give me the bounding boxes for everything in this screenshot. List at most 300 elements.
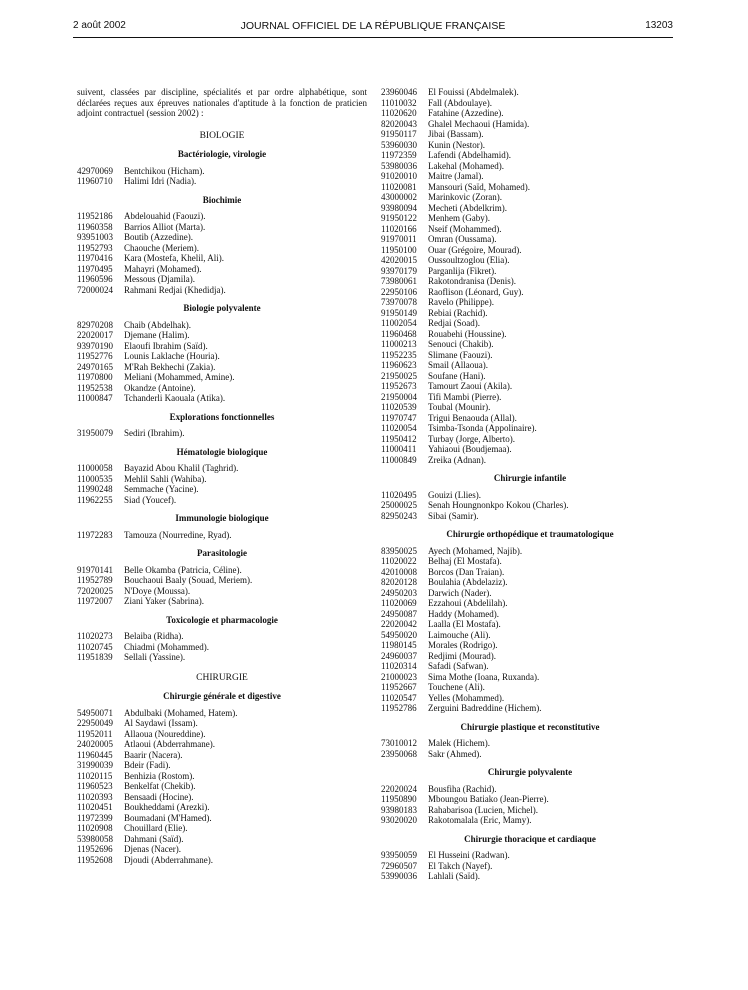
candidate-number: 11020081 — [381, 181, 417, 192]
list-item — [381, 287, 679, 298]
candidate-number: 11020314 — [381, 661, 417, 671]
candidate-number: 11952673 — [381, 381, 417, 391]
list-item — [77, 631, 367, 642]
candidate-number: 11952667 — [381, 682, 417, 692]
candidate-name: Soufane (Hani). — [428, 370, 486, 381]
list-item — [381, 805, 679, 816]
list-item — [381, 87, 679, 98]
list-item — [381, 381, 679, 392]
candidate-number: 11990248 — [77, 484, 113, 494]
candidate-name: Belle Okamba (Patricia, Céline). — [124, 564, 242, 575]
list-item — [77, 495, 367, 506]
candidate-name: Menhem (Gaby). — [428, 213, 490, 223]
specialty-heading: Biologie polyvalente — [183, 303, 261, 313]
list-item — [381, 171, 679, 182]
candidate-number: 11960596 — [77, 274, 113, 284]
intro-paragraph: suivent, classées par discipline, spécialités et par ordre alphabétique, sont déclarées reçues aux épreuves nationales d'aptitude à la fonction de praticien adjoint contractuel (session 2002) : — [77, 87, 367, 118]
list-item — [381, 297, 679, 308]
candidate-name: Mecheti (Abdelkrim). — [428, 202, 507, 213]
list-item — [77, 351, 367, 362]
candidate-number: 91950122 — [381, 213, 417, 223]
list-item — [77, 844, 367, 855]
candidate-number: 24950203 — [381, 587, 417, 598]
list-item — [381, 161, 679, 172]
candidate-name: Bentchikou (Hicham). — [124, 165, 205, 176]
candidate-number: 11950100 — [381, 244, 417, 255]
list-item — [77, 596, 367, 607]
candidate-number: 11972399 — [77, 812, 113, 823]
candidate-number: 11020539 — [381, 402, 417, 412]
candidate-number: 22020042 — [381, 619, 417, 629]
candidate-name: Rahmani Redjai (Khedidja). — [124, 284, 226, 295]
list-item — [77, 484, 367, 495]
candidate-number: 21000023 — [381, 671, 417, 682]
candidate-name: Touchene (Ali). — [428, 682, 485, 692]
candidate-name: Semmache (Yacine). — [124, 484, 199, 494]
candidate-number: 11960468 — [381, 328, 417, 339]
candidate-number: 25000025 — [381, 500, 417, 510]
candidate-name: Allaoua (Noureddine). — [124, 728, 206, 739]
candidate-name: Darwich (Nader). — [428, 587, 492, 598]
candidate-name: Lounis Laklache (Houria). — [124, 351, 220, 361]
candidate-name: Abdelouahid (Faouzi). — [124, 211, 206, 221]
list-item — [77, 474, 367, 485]
list-item — [77, 760, 367, 771]
candidate-name: Messous (Djamila). — [124, 274, 195, 284]
candidate-number: 21950025 — [381, 370, 417, 381]
candidate-name: Mboungou Batiako (Jean-Pierre). — [428, 794, 549, 804]
candidate-name: Fatahine (Azzedine). — [428, 108, 504, 118]
page-number: 13203 — [645, 20, 673, 31]
list-item — [77, 792, 367, 803]
list-item — [381, 308, 679, 319]
list-item — [381, 490, 679, 501]
list-item — [77, 781, 367, 792]
candidate-name: El Husseini (Radwan). — [428, 850, 510, 860]
list-item — [381, 318, 679, 329]
list-item — [381, 129, 679, 140]
list-item — [381, 861, 679, 872]
header-rule — [73, 37, 673, 38]
list-item — [77, 771, 367, 782]
list-item — [381, 413, 679, 424]
specialty-heading: Hématologie biologique — [176, 446, 268, 457]
candidate-number: 24020005 — [77, 739, 113, 749]
candidate-name: Kara (Mostefa, Khelil, Ali). — [124, 253, 224, 263]
candidate-name: Yelles (Mohammed). — [428, 692, 505, 703]
list-item — [381, 609, 679, 620]
candidate-number: 54950071 — [77, 707, 113, 718]
candidate-number: 11000847 — [77, 393, 113, 403]
candidate-name: Chiadmi (Mohammed). — [124, 641, 209, 652]
candidate-name: El Fouissi (Abdelmalek). — [428, 87, 519, 97]
candidate-number: 11952235 — [381, 349, 417, 360]
candidate-name: Maitre (Jamal). — [428, 171, 484, 181]
candidate-name: Haddy (Mohamed). — [428, 608, 499, 619]
candidate-name: Belaiba (Ridha). — [124, 631, 184, 641]
candidate-number: 42020015 — [381, 255, 417, 265]
list-item — [381, 588, 679, 599]
candidate-number: 11020022 — [381, 556, 417, 566]
list-item — [77, 586, 367, 597]
list-item — [77, 575, 367, 586]
candidate-number: 91970011 — [381, 234, 417, 244]
candidate-number: 11972007 — [77, 596, 113, 606]
candidate-number: 91950117 — [381, 129, 417, 139]
candidate-number: 82020128 — [381, 577, 417, 587]
list-item — [381, 640, 679, 651]
candidate-name: Tamouza (Nourredine, Ryad). — [124, 529, 232, 540]
candidate-number: 53980058 — [77, 833, 113, 844]
candidate-name: Benhizia (Rostom). — [124, 770, 195, 781]
candidate-name: Tsimba-Tsonda (Appolinaire). — [428, 423, 537, 433]
candidate-number: 11970416 — [77, 253, 113, 263]
specialty-heading: Chirurgie plastique et reconstitutive — [460, 721, 600, 732]
candidate-name: Rebiai (Rachid). — [428, 307, 488, 318]
candidate-number: 11952793 — [77, 242, 113, 253]
candidate-number: 11952538 — [77, 382, 113, 393]
candidate-name: Yahiaoui (Boudjemaa). — [428, 444, 512, 454]
list-item — [77, 274, 367, 285]
list-item — [77, 813, 367, 824]
candidate-name: Abdulbaki (Mohamed, Hatem). — [124, 707, 238, 718]
candidate-number: 11972359 — [381, 150, 417, 160]
candidate-number: 72020025 — [77, 585, 113, 596]
candidate-name: El Takch (Nayef). — [428, 860, 493, 871]
list-item — [77, 285, 367, 296]
candidate-name: Jibai (Bassam). — [428, 129, 484, 139]
candidate-number: 11960623 — [381, 360, 417, 370]
candidate-name: Lahlali (Saïd). — [428, 871, 480, 881]
journal-title: JOURNAL OFFICIEL DE LA RÉPUBLIQUE FRANÇAISE — [240, 20, 506, 32]
candidate-number: 11020069 — [381, 598, 417, 608]
candidate-number: 91950149 — [381, 307, 417, 318]
specialty-heading: Biochimie — [202, 194, 242, 205]
candidate-number: 11952608 — [77, 854, 113, 865]
list-item — [77, 652, 367, 663]
list-item — [77, 330, 367, 341]
list-item — [77, 222, 367, 233]
list-item — [381, 203, 679, 214]
list-item — [77, 320, 367, 331]
candidate-name: Laalla (El Mostafa). — [428, 619, 501, 629]
candidate-number: 11952011 — [77, 728, 113, 739]
candidate-name: Ezzahoui (Abdelilah). — [428, 598, 508, 608]
candidate-number: 72000024 — [77, 284, 113, 295]
candidate-number: 11020166 — [381, 223, 417, 234]
list-item — [77, 802, 367, 813]
list-item — [381, 224, 679, 235]
list-item — [77, 166, 367, 177]
list-item — [381, 738, 679, 749]
candidate-name: Senouci (Chakib). — [428, 339, 494, 349]
candidate-name: Bdeir (Fadi). — [124, 760, 171, 770]
candidate-number: 11952776 — [77, 351, 113, 361]
candidate-name: Mahayri (Mohamed). — [124, 263, 202, 274]
list-item — [381, 360, 679, 371]
list-item — [381, 245, 679, 256]
list-item — [381, 630, 679, 641]
candidate-number: 42970069 — [77, 165, 113, 176]
specialty-heading: Toxicologie et pharmacologie — [166, 614, 278, 625]
list-item — [77, 642, 367, 653]
candidate-name: Borcos (Dan Traian). — [428, 566, 505, 577]
candidate-number: 11020115 — [77, 770, 113, 781]
candidate-name: Senah Houngnonkpo Kokou (Charles). — [428, 500, 569, 510]
candidate-name: Mansouri (Saïd, Mohamed). — [428, 181, 530, 192]
candidate-name: Safadi (Safwan). — [428, 661, 489, 671]
list-item — [381, 749, 679, 760]
candidate-number: 11952696 — [77, 844, 113, 854]
candidate-number: 93980094 — [381, 202, 417, 213]
list-item — [381, 500, 679, 511]
candidate-name: Bousfiha (Rachid). — [428, 783, 497, 794]
candidate-name: Elaoufi Ibrahim (Saïd). — [124, 340, 208, 351]
candidate-name: Zerguini Badreddine (Hichem). — [428, 703, 542, 713]
candidate-number: 24970165 — [77, 361, 113, 372]
list-item — [381, 577, 679, 588]
candidate-name: Ravelo (Philippe). — [428, 297, 494, 307]
list-item — [77, 739, 367, 750]
candidate-name: Sediri (Ibrahim). — [124, 428, 185, 438]
list-item — [381, 815, 679, 826]
candidate-name: Siad (Youcef). — [124, 494, 177, 505]
list-item — [381, 693, 679, 704]
list-item — [381, 651, 679, 662]
list-item — [381, 266, 679, 277]
candidate-number: 11020745 — [77, 641, 113, 652]
list-item — [381, 350, 679, 361]
candidate-name: Djenas (Nacer). — [124, 844, 181, 854]
candidate-name: Dahmani (Saïd). — [124, 833, 184, 844]
list-item — [381, 150, 679, 161]
list-item — [381, 276, 679, 287]
list-item — [77, 176, 367, 187]
candidate-name: Trigui Benaouda (Allal). — [428, 412, 517, 423]
list-item — [77, 718, 367, 729]
candidate-name: Okandze (Antoine). — [124, 382, 196, 393]
candidate-name: Kunin (Nestor). — [428, 139, 485, 150]
candidate-name: Bayazid Abou Khalil (Taghrid). — [124, 463, 239, 473]
list-item — [381, 567, 679, 578]
candidate-name: Sellali (Yassine). — [124, 652, 186, 662]
specialty-heading: Chirurgie infantile — [493, 473, 567, 483]
candidate-number: 73010012 — [381, 738, 417, 748]
section-heading: BIOLOGIE — [199, 130, 245, 141]
candidate-name: Rahabarisoa (Lucien, Michel). — [428, 804, 538, 815]
list-item — [77, 211, 367, 222]
candidate-number: 22020017 — [77, 330, 113, 340]
candidate-name: Boutib (Azzedine). — [124, 232, 193, 242]
candidate-name: N'Doye (Moussa). — [124, 585, 191, 596]
candidate-name: Al Saydawi (Issam). — [124, 718, 198, 728]
list-item — [381, 213, 679, 224]
candidate-number: 11000849 — [381, 454, 417, 465]
candidate-number: 11020495 — [381, 489, 417, 500]
candidate-name: Tchanderli Kaouala (Atika). — [124, 393, 226, 403]
list-item — [381, 402, 679, 413]
list-item — [77, 708, 367, 719]
candidate-name: Boumadani (M'Hamed). — [124, 812, 212, 823]
candidate-name: Djoudi (Abderrahmane). — [124, 854, 213, 865]
list-item — [77, 729, 367, 740]
candidate-number: 93950059 — [381, 850, 417, 860]
candidate-number: 11960710 — [77, 176, 113, 186]
candidate-number: 93951003 — [77, 232, 113, 242]
list-item — [381, 255, 679, 266]
list-item — [381, 871, 679, 882]
candidate-number: 11000058 — [77, 463, 113, 473]
list-item — [381, 140, 679, 151]
candidate-name: Parganlija (Fikret). — [428, 265, 497, 276]
candidate-number: 11020620 — [381, 108, 417, 118]
candidate-name: Toubal (Mounir). — [428, 402, 491, 412]
list-item — [77, 463, 367, 474]
candidate-name: Halimi Idri (Nadia). — [124, 176, 197, 186]
specialty-heading: Chirurgie thoracique et cardiaque — [464, 833, 596, 844]
list-item — [77, 372, 367, 383]
candidate-number: 11020547 — [381, 692, 417, 703]
candidate-number: 11952786 — [381, 703, 417, 713]
list-item — [381, 192, 679, 203]
list-item — [77, 362, 367, 373]
list-item — [77, 232, 367, 243]
candidate-number: 22020024 — [381, 783, 417, 794]
candidate-number: 83950025 — [381, 545, 417, 556]
list-item — [381, 619, 679, 630]
candidate-number: 93020020 — [381, 815, 417, 825]
candidate-name: Slimane (Faouzi). — [428, 349, 493, 360]
candidate-name: Gouizi (Llies). — [428, 489, 481, 500]
candidate-name: Atlaoui (Abderrahmane). — [124, 739, 215, 749]
candidate-name: Ayech (Mohamed, Najib). — [428, 545, 523, 556]
candidate-number: 93970190 — [77, 340, 113, 351]
candidate-name: Lakehal (Mohamed). — [428, 160, 504, 171]
candidate-name: Ziani Yaker (Sabrina). — [124, 596, 204, 606]
candidate-number: 72960507 — [381, 860, 417, 871]
list-item — [381, 444, 679, 455]
candidate-name: Boulahia (Abdelaziz). — [428, 577, 508, 587]
candidate-name: Bensaadi (Hocine). — [124, 791, 194, 802]
candidate-number: 11952789 — [77, 575, 113, 585]
candidate-number: 43000002 — [381, 192, 417, 202]
specialty-heading: Parasitologie — [197, 548, 247, 558]
specialty-heading: Immunologie biologique — [175, 513, 269, 523]
candidate-number: 11960445 — [77, 749, 113, 760]
candidate-name: Meliani (Mohammed, Amine). — [124, 372, 235, 382]
page-header — [73, 14, 673, 38]
candidate-name: Bouchaoui Baaly (Souad, Meriem). — [124, 575, 253, 585]
candidate-number: 24960037 — [381, 650, 417, 661]
candidate-name: Lafendi (Abdelhamid). — [428, 150, 511, 160]
list-item — [381, 682, 679, 693]
candidate-name: Ouar (Grégoire, Mourad). — [428, 244, 522, 255]
candidate-name: Laimouche (Ali). — [428, 629, 491, 640]
list-item — [381, 661, 679, 672]
list-item — [381, 703, 679, 714]
candidate-name: Marinkovic (Zoran). — [428, 192, 502, 202]
candidate-number: 91970141 — [77, 564, 113, 575]
candidate-number: 11002054 — [381, 318, 417, 328]
candidate-number: 31950079 — [77, 428, 113, 438]
candidate-name: Baarir (Nacera). — [124, 749, 183, 760]
candidate-name: Boukheddami (Arezki). — [124, 802, 210, 812]
list-item — [381, 329, 679, 340]
candidate-name: Zreika (Adnan). — [428, 454, 486, 465]
list-item — [77, 823, 367, 834]
candidate-name: Tifi Mambi (Pierre). — [428, 391, 502, 402]
candidate-name: Sibai (Samir). — [428, 510, 479, 521]
list-item — [77, 253, 367, 264]
candidate-number: 11962255 — [77, 494, 113, 505]
list-item — [381, 434, 679, 445]
list-item — [77, 834, 367, 845]
list-item — [381, 392, 679, 403]
list-item — [381, 546, 679, 557]
candidate-number: 11950890 — [381, 794, 417, 804]
list-item — [381, 556, 679, 567]
candidate-number: 11970800 — [77, 372, 113, 382]
candidate-number: 73970078 — [381, 297, 417, 307]
list-item — [381, 850, 679, 861]
specialty-heading: Bactériologie, virologie — [177, 149, 267, 159]
candidate-name: Redjimi (Mourad). — [428, 650, 496, 661]
list-item — [381, 182, 679, 193]
list-item — [381, 371, 679, 382]
candidate-name: Turbay (Jorge, Alberto). — [428, 433, 515, 444]
candidate-number: 11970495 — [77, 263, 113, 274]
candidate-number: 11960358 — [77, 221, 113, 232]
candidate-name: Benkelfat (Chekib). — [124, 781, 196, 791]
candidate-number: 11950412 — [381, 433, 417, 444]
candidate-number: 11020451 — [77, 802, 113, 812]
candidate-number: 53960030 — [381, 139, 417, 150]
candidate-number: 22950106 — [381, 286, 417, 297]
candidate-name: Morales (Rodrigo). — [428, 640, 498, 650]
candidate-name: Raoflison (Léonard, Guy). — [428, 286, 524, 297]
list-item — [381, 598, 679, 609]
list-item — [381, 234, 679, 245]
candidate-number: 31990039 — [77, 760, 113, 770]
candidate-number: 11020908 — [77, 823, 113, 833]
candidate-number: 93970179 — [381, 265, 417, 276]
list-item — [381, 455, 679, 466]
list-item — [77, 855, 367, 866]
list-item — [77, 264, 367, 275]
candidate-number: 11000411 — [381, 444, 417, 454]
candidate-number: 11972283 — [77, 529, 113, 540]
candidate-name: Oussoultzoglou (Elia). — [428, 255, 510, 265]
list-item — [381, 672, 679, 683]
candidate-name: Rakotomalala (Eric, Mamy). — [428, 815, 532, 825]
candidate-number: 11952186 — [77, 211, 113, 221]
candidate-number: 11020273 — [77, 631, 113, 641]
specialty-heading: Chirurgie orthopédique et traumatologique — [446, 529, 614, 539]
candidate-name: Belhaj (El Mostafa). — [428, 556, 502, 566]
specialty-heading: Chirurgie polyvalente — [487, 767, 573, 777]
candidate-number: 93980183 — [381, 804, 417, 815]
list-item — [381, 794, 679, 805]
candidate-number: 54950020 — [381, 629, 417, 640]
candidate-name: Djemane (Halim). — [124, 330, 190, 340]
candidate-number: 23960046 — [381, 87, 417, 97]
section-heading: CHIRURGIE — [196, 672, 248, 683]
candidate-name: Tamourt Zaoui (Akila). — [428, 381, 513, 391]
candidate-name: M'Rah Bekhechi (Zakia). — [124, 361, 216, 372]
candidate-name: Nseif (Mohammed). — [428, 223, 502, 234]
list-item — [381, 98, 679, 109]
candidate-number: 21950004 — [381, 391, 417, 402]
